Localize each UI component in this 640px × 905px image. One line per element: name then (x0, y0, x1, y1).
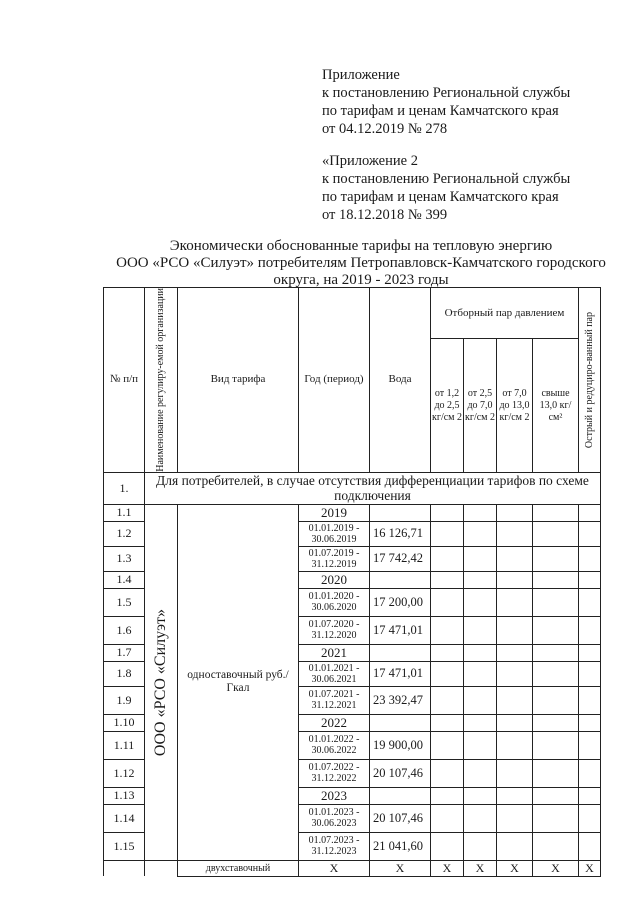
water-value: 20 107,46 (370, 804, 431, 832)
header-num: № п/п (104, 288, 145, 473)
header-steam-1: от 1,2 до 2,5 кг/см 2 (431, 339, 464, 472)
header-steam-3: от 7,0 до 13,0 кг/см 2 (497, 339, 533, 472)
empty-cell (579, 571, 601, 588)
row-num: 1.14 (104, 804, 145, 832)
empty-cell (464, 714, 497, 731)
empty-cell (431, 504, 464, 521)
row-num: 1.13 (104, 787, 145, 804)
empty-cell (579, 787, 601, 804)
appendix-line: от 04.12.2019 № 278 (322, 121, 448, 137)
x-mark: X (533, 860, 579, 876)
empty-cell (497, 832, 533, 860)
empty-cell (464, 644, 497, 661)
row-num: 1.12 (104, 759, 145, 787)
water-value: 17 200,00 (370, 588, 431, 616)
row-num: 1.2 (104, 521, 145, 546)
row-num: 1.8 (104, 661, 145, 686)
empty-cell (579, 804, 601, 832)
empty-cell (497, 759, 533, 787)
empty-cell (533, 759, 579, 787)
document-title (96, 238, 626, 289)
appendix-line: по тарифам и ценам Камчатского края (322, 103, 559, 119)
water-value (370, 787, 431, 804)
empty-cell (431, 661, 464, 686)
empty-cell (464, 546, 497, 571)
water-value: 17 471,01 (370, 616, 431, 644)
header-steam-2: от 2,5 до 7,0 кг/см 2 (464, 339, 497, 472)
row-num: 1.10 (104, 714, 145, 731)
empty-cell (497, 616, 533, 644)
header-year: Год (период) (299, 288, 370, 473)
row-num: 1.9 (104, 686, 145, 714)
period-range: 01.01.2022 - 30.06.2022 (299, 731, 370, 759)
tariff-table (103, 287, 601, 877)
empty-cell (497, 588, 533, 616)
empty-cell (431, 571, 464, 588)
empty-cell (464, 759, 497, 787)
empty-cell (533, 661, 579, 686)
x-mark: X (299, 860, 370, 876)
org-name: ООО «РСО «Силуэт» (152, 608, 169, 756)
period-range: 01.07.2021 - 31.12.2021 (299, 686, 370, 714)
water-value (370, 571, 431, 588)
empty-cell (431, 787, 464, 804)
section-row (104, 472, 601, 504)
empty-cell (579, 686, 601, 714)
two-rate-label: двухставочный (178, 860, 299, 876)
row-num: 1.15 (104, 832, 145, 860)
header-tariff-type: Вид тарифа (178, 288, 299, 473)
two-rate-row (104, 860, 601, 876)
empty-cell (497, 714, 533, 731)
year-label: 2021 (299, 644, 370, 661)
empty-cell (579, 714, 601, 731)
empty-cell (464, 521, 497, 546)
empty-cell (533, 787, 579, 804)
title-line: округа, на 2019 - 2023 годы (273, 272, 449, 288)
appendix-line: Приложение (322, 67, 400, 83)
empty-cell (497, 504, 533, 521)
empty-cell (464, 571, 497, 588)
empty-cell (464, 616, 497, 644)
empty-cell (533, 714, 579, 731)
x-mark: X (497, 860, 533, 876)
appendix2-line: «Приложение 2 (322, 153, 418, 169)
empty-cell (533, 571, 579, 588)
org-name-cell (145, 504, 178, 860)
water-value (370, 714, 431, 731)
empty-cell (497, 787, 533, 804)
section-title: Для потребителей, в случае отсутствия дифференциации тарифов по схеме подключения (145, 472, 601, 504)
empty-cell (431, 588, 464, 616)
empty-cell (497, 731, 533, 759)
empty-cell (497, 644, 533, 661)
water-value: 17 471,01 (370, 661, 431, 686)
period-range: 01.01.2020 - 30.06.2020 (299, 588, 370, 616)
appendix-header (322, 66, 570, 138)
year-label: 2019 (299, 504, 370, 521)
year-label: 2020 (299, 571, 370, 588)
appendix2-header (322, 152, 570, 224)
empty-cell (579, 521, 601, 546)
row-num: 1.1 (104, 504, 145, 521)
water-value: 17 742,42 (370, 546, 431, 571)
empty-cell (464, 588, 497, 616)
empty-cell (497, 804, 533, 832)
row-num: 1.6 (104, 616, 145, 644)
empty-cell (533, 588, 579, 616)
empty-cell (464, 504, 497, 521)
tariff-type-one-rate: одноставочный руб./Гкал (178, 504, 299, 860)
appendix2-line: к постановлению Региональной службы (322, 171, 571, 187)
header-org (145, 288, 178, 473)
empty-cell (533, 546, 579, 571)
empty-cell (579, 588, 601, 616)
appendix2-line: по тарифам и ценам Камчатского края (322, 189, 559, 205)
empty-cell (533, 832, 579, 860)
water-value: 23 392,47 (370, 686, 431, 714)
x-mark: X (370, 860, 431, 876)
header-org-text: Наименование регулиру-емой организации (155, 288, 166, 472)
period-range: 01.07.2022 - 31.12.2022 (299, 759, 370, 787)
empty-cell (579, 546, 601, 571)
water-value: 16 126,71 (370, 521, 431, 546)
empty-cell (431, 616, 464, 644)
period-range: 01.01.2023 - 30.06.2023 (299, 804, 370, 832)
period-range: 01.07.2023 - 31.12.2023 (299, 832, 370, 860)
x-mark: X (431, 860, 464, 876)
empty-cell (431, 686, 464, 714)
water-value (370, 644, 431, 661)
period-range: 01.01.2021 - 30.06.2021 (299, 661, 370, 686)
empty-cell (431, 521, 464, 546)
empty-cell (579, 616, 601, 644)
appendix-line: к постановлению Региональной службы (322, 85, 571, 101)
water-value (370, 504, 431, 521)
header-sharp-text: Острый и редуциро-ванный пар (583, 311, 595, 448)
empty-cell (464, 731, 497, 759)
empty-cell (431, 644, 464, 661)
empty-cell (497, 686, 533, 714)
empty-cell (579, 644, 601, 661)
water-value: 19 900,00 (370, 731, 431, 759)
empty-cell (431, 546, 464, 571)
table-row (104, 504, 601, 521)
year-label: 2022 (299, 714, 370, 731)
row-num: 1.11 (104, 731, 145, 759)
title-line: ООО «РСО «Силуэт» потребителям Петропавловск-Камчатского городского (116, 255, 606, 271)
period-range: 01.01.2019 - 30.06.2019 (299, 521, 370, 546)
year-label: 2023 (299, 787, 370, 804)
empty-cell (533, 504, 579, 521)
empty-cell (533, 644, 579, 661)
empty-cell (579, 504, 601, 521)
water-value: 21 041,60 (370, 832, 431, 860)
empty-cell (431, 832, 464, 860)
row-num: 1.3 (104, 546, 145, 571)
empty-cell (464, 661, 497, 686)
period-range: 01.07.2020 - 31.12.2020 (299, 616, 370, 644)
empty-cell (464, 804, 497, 832)
title-line: Экономически обоснованные тарифы на тепловую энергию (169, 238, 553, 254)
empty-cell (464, 686, 497, 714)
header-sharp-steam (579, 288, 601, 473)
empty-cell (533, 686, 579, 714)
empty-cell (533, 616, 579, 644)
x-mark: X (464, 860, 497, 876)
empty-cell (579, 832, 601, 860)
period-range: 01.07.2019 - 31.12.2019 (299, 546, 370, 571)
empty-cell (431, 731, 464, 759)
header-steam-4: свыше 13,0 кг/см² (533, 339, 579, 472)
empty-cell (533, 731, 579, 759)
row-num: 1.7 (104, 644, 145, 661)
empty-cell (579, 759, 601, 787)
empty-cell (497, 521, 533, 546)
empty-cell (145, 860, 178, 876)
empty-cell (431, 759, 464, 787)
empty-cell (464, 787, 497, 804)
empty-cell (497, 546, 533, 571)
row-num: 1.5 (104, 588, 145, 616)
empty-cell (104, 860, 145, 876)
appendix2-line: от 18.12.2018 № 399 (322, 207, 448, 223)
empty-cell (533, 521, 579, 546)
empty-cell (431, 714, 464, 731)
water-value: 20 107,46 (370, 759, 431, 787)
x-mark: X (579, 860, 601, 876)
empty-cell (497, 661, 533, 686)
empty-cell (464, 832, 497, 860)
section-num: 1. (104, 472, 145, 504)
header-water: Вода (370, 288, 431, 473)
empty-cell (497, 571, 533, 588)
row-num: 1.4 (104, 571, 145, 588)
header-steam-group: Отборный пар давлением (431, 288, 579, 339)
empty-cell (431, 804, 464, 832)
empty-cell (533, 804, 579, 832)
empty-cell (579, 661, 601, 686)
empty-cell (579, 731, 601, 759)
